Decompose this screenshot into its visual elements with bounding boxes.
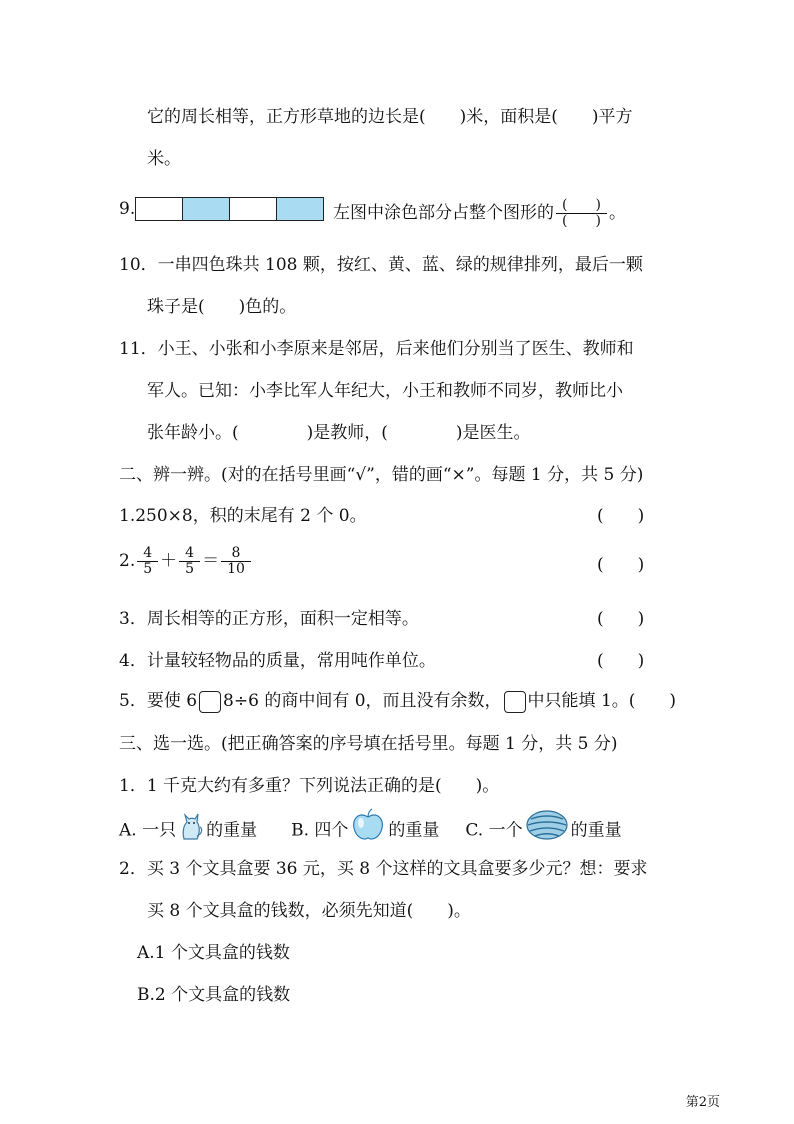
q11-line2: 军人。已知：小李比军人年纪大，小王和教师不同岁，教师比小 bbox=[147, 381, 623, 401]
choice-q2-option-a: A.1 个文具盒的钱数 bbox=[137, 943, 290, 963]
judge-paren-4: ( ) bbox=[597, 651, 645, 671]
q9-question: 左图中涂色部分占整个图形的 $\frac{( )}{( )}$ 。 bbox=[333, 197, 626, 229]
apple-icon bbox=[350, 808, 386, 854]
choice-q2-option-b: B.2 个文具盒的钱数 bbox=[137, 985, 291, 1005]
q9-text: 左图中涂色部分占整个图形的 bbox=[333, 203, 554, 223]
q9-number: 9. bbox=[119, 199, 136, 219]
fraction: $\frac{4}{5}$ bbox=[179, 546, 200, 577]
judge-paren-1: ( ) bbox=[597, 506, 645, 526]
q9-rectangle-strip bbox=[135, 197, 323, 221]
strip-cell bbox=[229, 197, 277, 221]
blank-box bbox=[504, 691, 526, 713]
fraction: $\frac{8}{10}$ bbox=[221, 546, 251, 577]
judge-item-2: 2. $\frac{4}{5}$ ＋ $\frac{4}{5}$ ＝ $\frac{8}{10}$ bbox=[119, 546, 253, 577]
watermelon-icon bbox=[525, 809, 569, 853]
section3-title: 三、选一选。(把正确答案的序号填在括号里。每题 1 分，共 5 分) bbox=[119, 734, 618, 754]
q10-line2: 珠子是( )色的。 bbox=[147, 297, 297, 317]
q11-line1: 11．小王、小张和小李原来是邻居，后来他们分别当了医生、教师和 bbox=[119, 339, 634, 359]
q8-line1: 它的周长相等，正方形草地的边长是( )米，面积是( )平方 bbox=[147, 107, 633, 127]
judge-item-4: 4．计量较轻物品的质量，常用吨作单位。 bbox=[119, 651, 436, 671]
choice-q1-options: A. 一只 的重量 B. 四个 的重量 C. 一个 的重量 bbox=[119, 808, 622, 854]
fraction: $\frac{4}{5}$ bbox=[137, 546, 158, 577]
judge-item-3: 3．周长相等的正方形，面积一定相等。 bbox=[119, 609, 419, 629]
strip-cell bbox=[135, 197, 183, 221]
judge-item-5: 5．要使 6 8÷6 的商中间有 0，而且没有余数， 中只能填 1。( ) bbox=[119, 691, 677, 711]
judge-item-1: 1.250×8，积的末尾有 2 个 0。 bbox=[119, 506, 367, 526]
q10-line1: 10．一串四色珠共 108 颗，按红、黄、蓝、绿的规律排列，最后一颗 bbox=[119, 255, 643, 275]
blank-box bbox=[199, 691, 221, 713]
q11-line3: 张年龄小。( )是教师，( )是医生。 bbox=[147, 423, 531, 443]
strip-cell-shaded bbox=[182, 197, 230, 221]
judge-paren-3: ( ) bbox=[597, 609, 645, 629]
choice-q2-line2: 买 8 个文具盒的钱数，必须先知道( )。 bbox=[147, 901, 471, 921]
q8-line2: 米。 bbox=[147, 149, 181, 169]
page-number: 第2页 bbox=[685, 1095, 720, 1110]
section2-title: 二、辨一辨。(对的在括号里画“√”，错的画“×”。每题 1 分，共 5 分) bbox=[119, 465, 644, 485]
choice-q2-line1: 2．买 3 个文具盒要 36 元，买 8 个这样的文具盒要多少元？想：要求 bbox=[119, 859, 648, 879]
q9-answer-fraction: $\frac{( )}{( )}$ bbox=[556, 198, 607, 229]
strip-cell-shaded bbox=[276, 197, 324, 221]
choice-q1-stem: 1．1 千克大约有多重？下列说法正确的是( )。 bbox=[119, 776, 500, 796]
judge-paren-2: ( ) bbox=[597, 555, 645, 575]
cat-icon bbox=[178, 809, 204, 853]
